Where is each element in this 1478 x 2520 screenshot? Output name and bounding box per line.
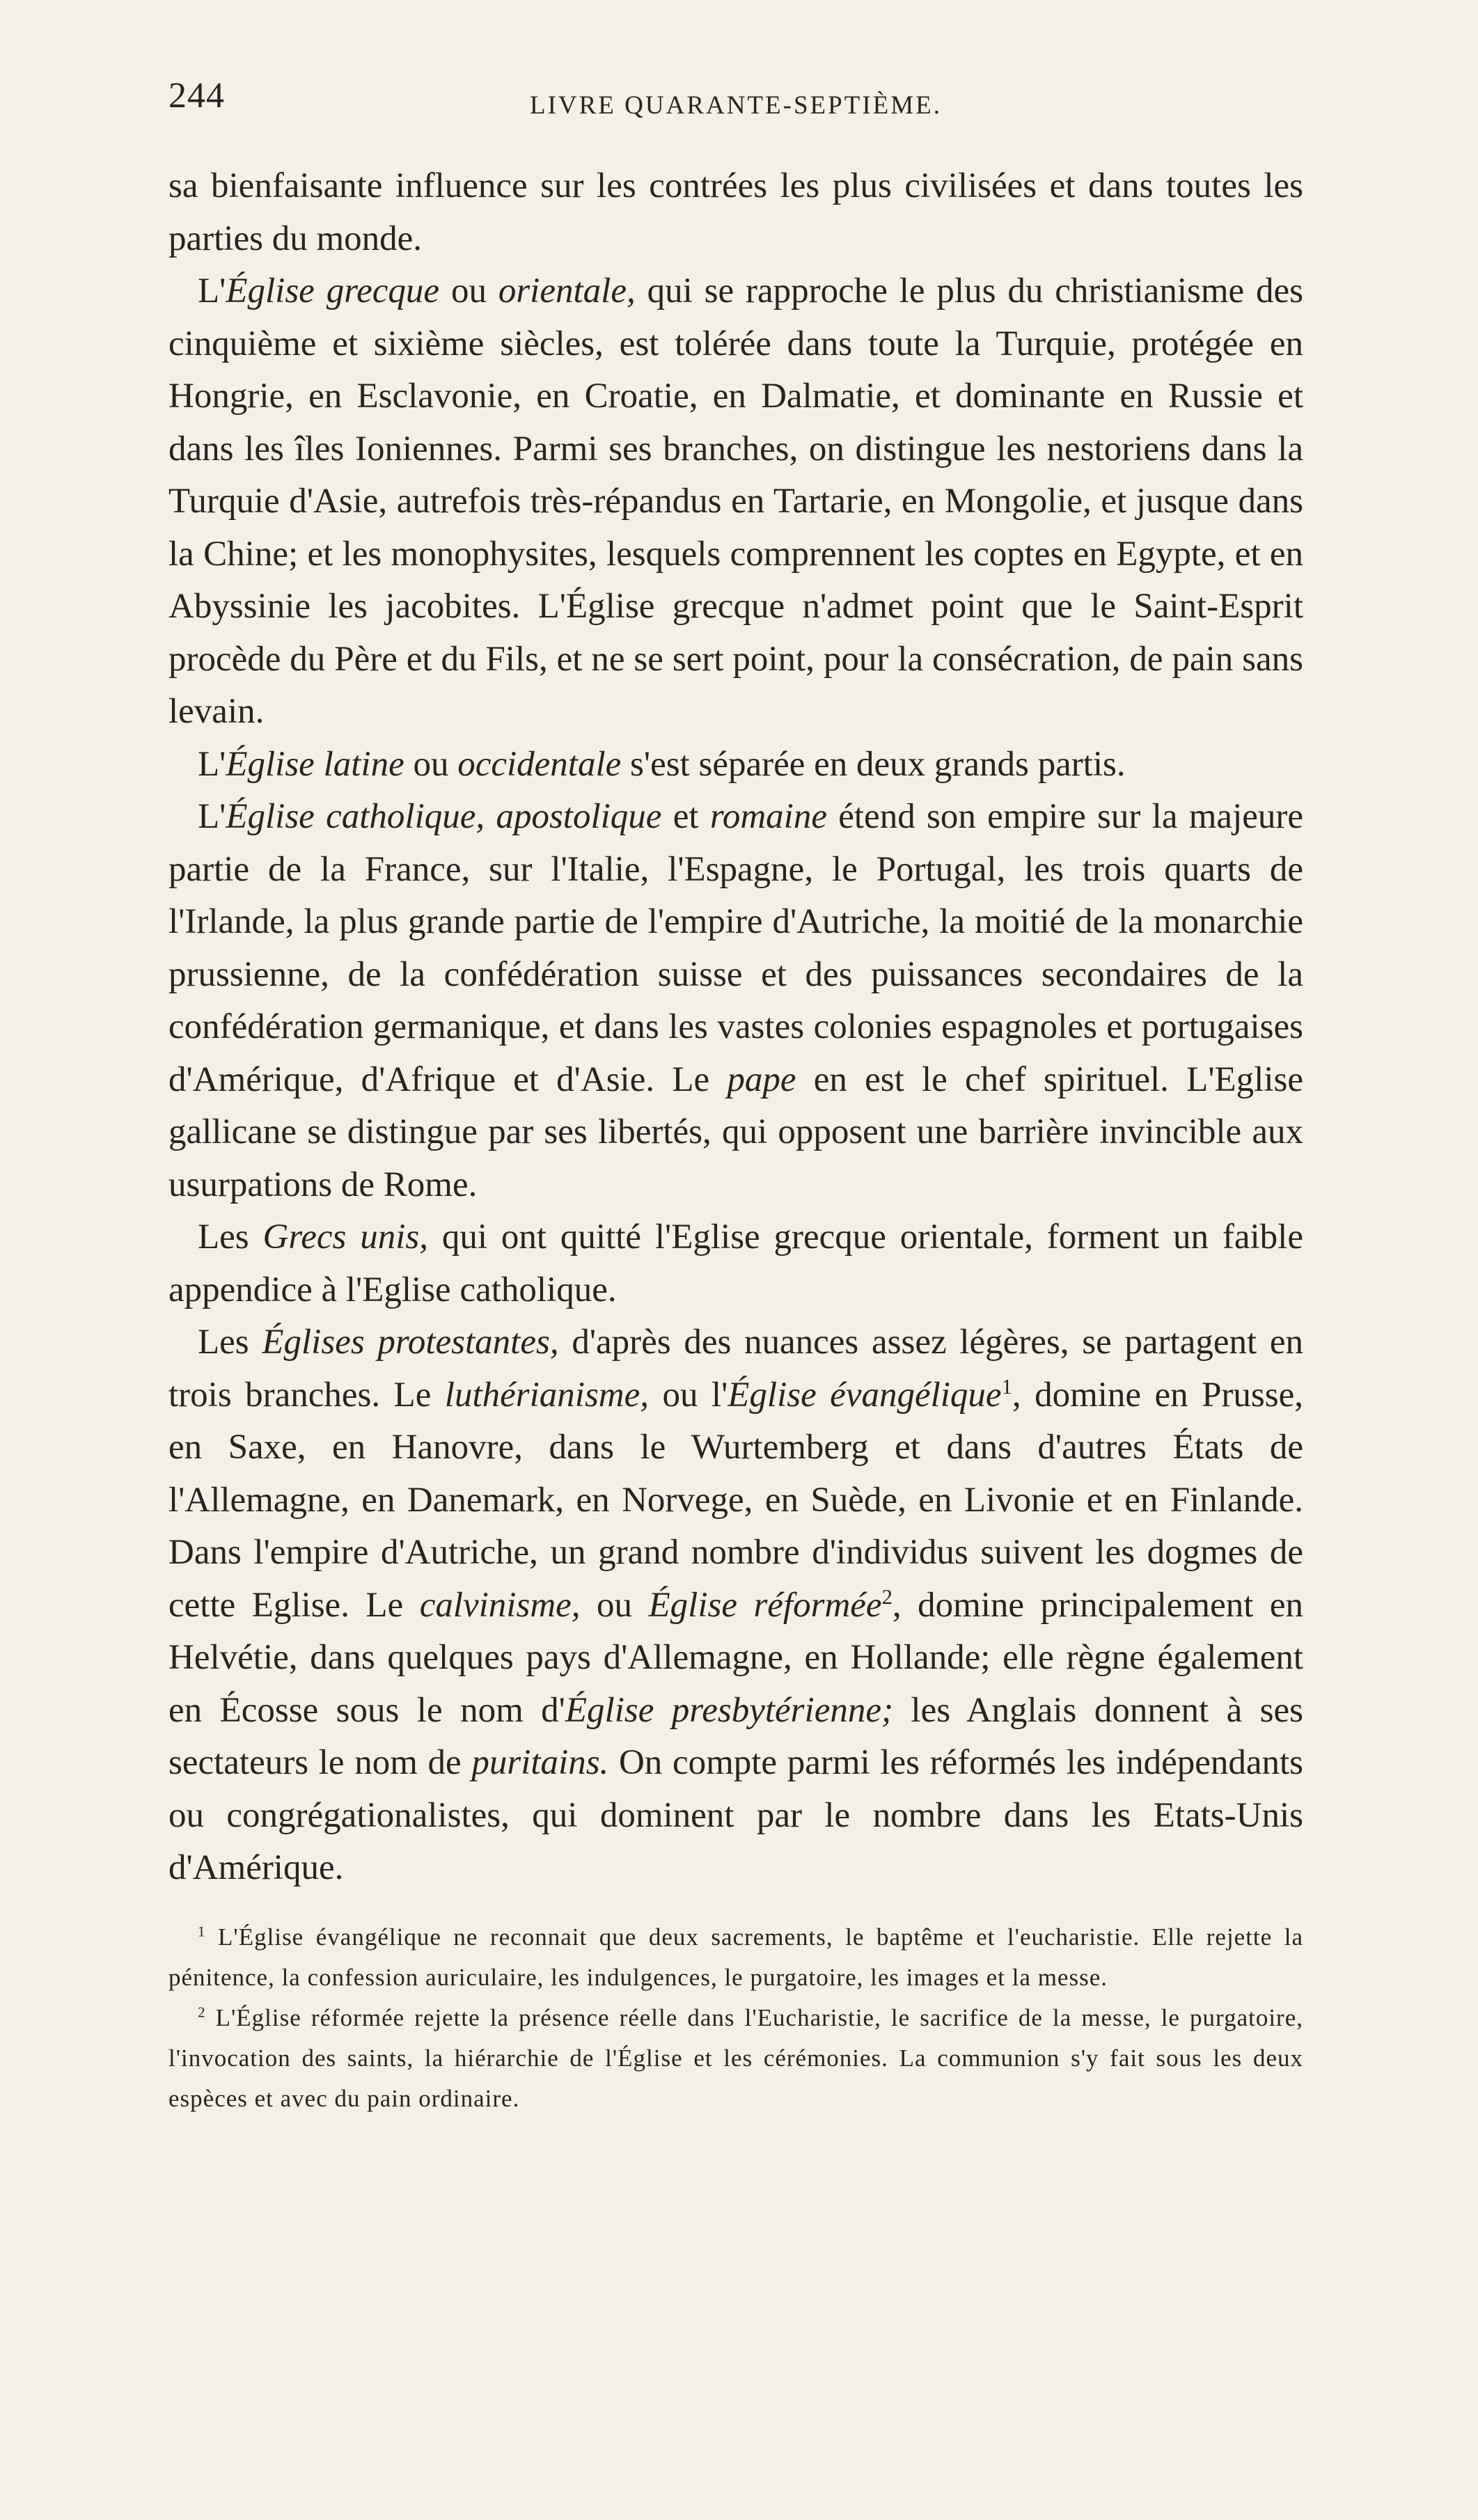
footnote — [168, 1917, 1303, 1998]
footnote-marker: 2 — [881, 1584, 893, 1609]
footnote-marker: 2 — [198, 2003, 206, 2020]
text-run: L' — [198, 744, 226, 784]
footnotes — [168, 1917, 1303, 2119]
italic-text: calvinisme, — [419, 1585, 581, 1625]
text-run: , domine principalement en Helvétie, dans quelques pays d'Allemagne, en Hollande; elle règne également en Écosse sous le nom d' — [168, 1585, 1304, 1730]
italic-text: Église latine — [226, 744, 404, 784]
text-run: sa bienfaisante influence sur les contrées les plus civilisées et dans toutes les parties du monde. — [168, 166, 1303, 258]
text-run: et — [661, 797, 710, 836]
page-header — [168, 75, 1303, 145]
text-run: ou — [580, 1585, 649, 1625]
text-run: d'après des nuances assez légères, se partagent en trois branches. Le — [168, 1323, 1303, 1415]
footnote-marker: 1 — [198, 1922, 206, 1939]
text-run: L' — [198, 271, 226, 310]
italic-text: Église grecque — [226, 271, 440, 310]
italic-text: Églises protestantes, — [262, 1323, 559, 1362]
italic-text: Église évangélique — [728, 1375, 1002, 1415]
page-number: 244 — [168, 76, 225, 116]
italic-text: romaine — [709, 797, 827, 836]
text-run: , domine en Prusse, en Saxe, en Hanovre, dans le Wurtemberg et dans d'autres États de l'Allemagne, en Danemark, en Norvege, en Suède, en Livonie et en Finlande. Dans l'empire d'Autriche, un grand nombre d'individus suivent les dogmes de cette Eglise. Le — [168, 1375, 1303, 1625]
italic-text: orientale, — [498, 271, 636, 310]
italic-text: luthérianisme, — [444, 1375, 650, 1415]
running-title: LIVRE QUARANTE-SEPTIÈME. — [529, 91, 942, 120]
text-run: ou — [404, 744, 458, 784]
footnote — [168, 1998, 1303, 2119]
italic-text: Grecs unis, — [262, 1218, 428, 1257]
footnote-marker: 1 — [1001, 1374, 1012, 1399]
italic-text: Église réformée — [648, 1585, 882, 1625]
book-page — [168, 75, 1303, 2119]
text-run: L'Église réformée rejette la présence réelle dans l'Eucharistie, le sacrifice de la messe, le purgatoire, l'invocation des saints, la hiérarchie de l'Église et les cérémonies. La communion s'y fait sous les deux espèces et avec du pain ordinaire. — [168, 2003, 1303, 2112]
text-run: qui se rapproche le plus du christianisme des cinquième et sixième siècles, est tolérée dans toute la Turquie, protégée en Hongrie, en Esclavonie, en Croatie, en Dalmatie, et dominante en Russie et dans les îles Ioniennes. Parmi ses branches, on distingue les nestoriens dans la Turquie d'Asie, autrefois très-répandus en Tartarie, en Mongolie, et jusque dans la Chine; et les monophysites, lesquels comprennent les coptes en Egypte, et en Abyssinie les jacobites. L'Église grecque n'admet point que le Saint-Esprit procède du Père et du Fils, et ne se sert point, pour la consécration, de pain sans levain. — [168, 271, 1303, 731]
text-run: ou l' — [649, 1375, 728, 1415]
paragraph — [168, 791, 1303, 1211]
text-run: L' — [198, 797, 226, 836]
text-run: les Anglais donnent à ses sectateurs le nom de — [168, 1690, 1303, 1782]
paragraph — [168, 1211, 1303, 1316]
text-run: qui ont quitté l'Eglise grecque orientale, forment un faible appendice à l'Eglise catholique. — [168, 1218, 1303, 1309]
italic-text: Église presbytérienne; — [565, 1690, 893, 1730]
text-run: L'Église évangélique ne reconnait que deux sacrements, le baptême et l'eucharistie. Elle rejette la pénitence, la confession auriculaire, les indulgences, le purgatoire, les images et la messe. — [168, 1923, 1303, 1991]
text-run: en est le chef spirituel. L'Eglise gallicane se distingue par ses libertés, qui opposent une barrière invincible aux usurpations de Rome. — [168, 1060, 1303, 1204]
text-run: étend son empire sur la majeure partie de la France, sur l'Italie, l'Espagne, le Portugal, les trois quarts de l'Irlande, la plus grande partie de l'empire d'Autriche, la moitié de la monarchie prussienne, de la confédération suisse et des puissances secondaires de la confédération germanique, et dans les vastes colonies espagnoles et portugaises d'Amérique, d'Afrique et d'Asie. Le — [168, 797, 1303, 1099]
italic-text: occidentale — [457, 744, 622, 784]
paragraph — [168, 1316, 1303, 1895]
italic-text: pape — [727, 1060, 796, 1099]
text-run: On compte parmi les réformés les indépendants ou congrégationalistes, qui dominent par le nombre dans les Etats-Unis d'Amérique. — [168, 1743, 1303, 1887]
paragraph — [168, 160, 1303, 265]
paragraph — [168, 265, 1303, 739]
italic-text: Église catholique, apostolique — [226, 797, 662, 836]
text-run: s'est séparée en deux grands partis. — [621, 744, 1126, 784]
main-text — [168, 160, 1303, 1895]
italic-text: puritains. — [471, 1743, 609, 1782]
text-run: Les — [198, 1323, 262, 1362]
text-run: ou — [439, 271, 498, 310]
text-run: Les — [198, 1218, 263, 1257]
paragraph — [168, 739, 1303, 792]
